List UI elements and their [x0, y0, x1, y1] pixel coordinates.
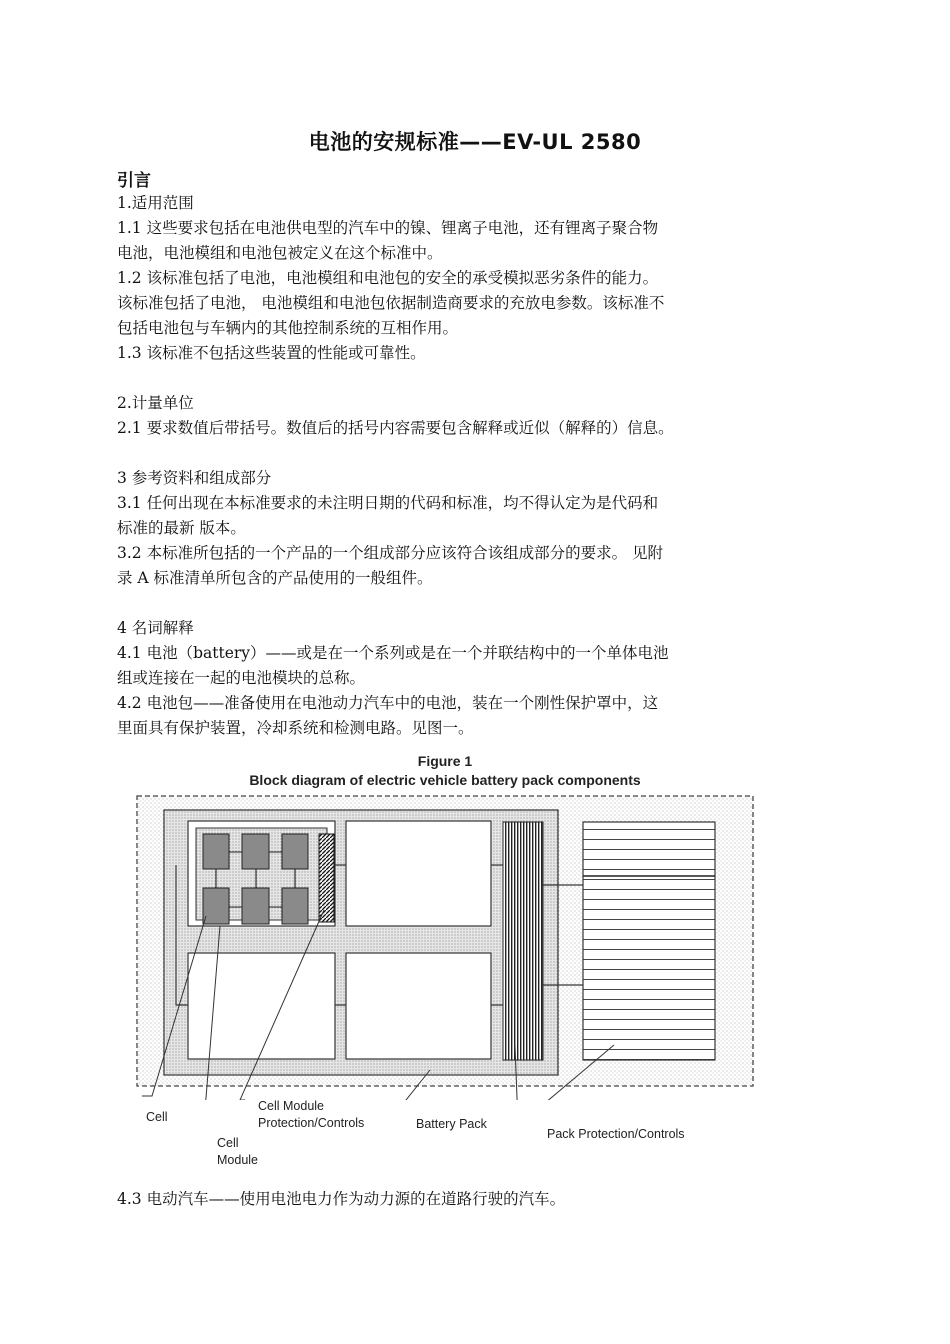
- text-line: 里面具有保护装置，冷却系统和检测电路。见图一。: [117, 719, 474, 737]
- paragraph-gap: [117, 441, 797, 466]
- label-cell-module-line2: Module: [217, 1153, 258, 1167]
- text-line-4-3: 4.3 电动汽车——使用电池电力作为动力源的在道路行驶的汽车。: [117, 1190, 566, 1208]
- label-cmpc-line1: Cell Module: [258, 1099, 325, 1113]
- cell: [282, 834, 308, 869]
- text-line: 3.1 任何出现在本标准要求的未注明日期的代码和标准，均不得认定为是代码和: [117, 494, 659, 512]
- text-line: 4.1 电池（battery）——或是在一个系列或是在一个并联结构中的一个单体电池: [117, 644, 669, 662]
- body-text: [117, 191, 797, 741]
- text-line: 包括电池包与车辆内的其他控制系统的互相作用。: [117, 319, 459, 337]
- text-line: 1.1 这些要求包括在电池供电型的汽车中的镍、锂离子电池，还有锂离子聚合物: [117, 219, 659, 237]
- cell: [242, 888, 269, 924]
- label-cell-module-line1: Cell: [217, 1136, 239, 1150]
- figure-number: Figure 1: [417, 753, 473, 769]
- battery-pack-diagram: [130, 790, 760, 1100]
- label-cell-module-protection: [258, 1098, 364, 1132]
- label-cell: Cell: [146, 1110, 168, 1124]
- cell: [203, 834, 229, 869]
- intro-heading: 引言: [117, 171, 151, 191]
- pack-controls-block: [503, 822, 543, 1060]
- label-cell-module: [217, 1135, 258, 1169]
- cell: [203, 888, 229, 924]
- cell: [282, 888, 308, 924]
- text-line: 组或连接在一起的电池模块的总称。: [117, 669, 366, 687]
- pack-controls-external: [583, 822, 715, 1060]
- text-line: 2.计量单位: [117, 394, 194, 412]
- text-line: 1.适用范围: [117, 194, 194, 212]
- cell-module-controls: [319, 834, 334, 922]
- text-line: 4 名词解释: [117, 619, 194, 637]
- paragraph-gap: [117, 591, 797, 616]
- text-line: 1.2 该标准包括了电池，电池模组和电池包的安全的承受模拟恶劣条件的能力。: [117, 269, 659, 287]
- label-cmpc-line2: Protection/Controls: [258, 1116, 365, 1130]
- cell: [242, 834, 269, 869]
- figure-caption: Block diagram of electric vehicle battery pack components: [249, 772, 641, 788]
- text-line: 3.2 本标准所包括的一个产品的一个组成部分应该符合该组成部分的要求。 见附: [117, 544, 664, 562]
- document-title: 电池的安规标准——EV-UL 2580: [308, 130, 642, 154]
- cell-module-box: [346, 953, 491, 1059]
- text-line: 3 参考资料和组成部分: [117, 469, 272, 487]
- text-line: 标准的最新 版本。: [117, 519, 246, 537]
- paragraph-gap: [117, 366, 797, 391]
- text-line: 2.1 要求数值后带括号。数值后的括号内容需要包含解释或近似（解释的）信息。: [117, 419, 674, 437]
- text-line: 录 A 标准清单所包含的产品使用的一般组件。: [117, 569, 433, 587]
- cell-module-box: [346, 821, 491, 926]
- text-line: 电池，电池模组和电池包被定义在这个标准中。: [117, 244, 443, 262]
- text-line: 1.3 该标准不包括这些装置的性能或可靠性。: [117, 344, 426, 362]
- text-line: 该标准包括了电池， 电池模组和电池包依据制造商要求的充放电参数。该标准不: [117, 294, 665, 312]
- text-line: 4.2 电池包——准备使用在电池动力汽车中的电池，装在一个刚性保护罩中，这: [117, 694, 659, 712]
- label-battery-pack: Battery Pack: [416, 1117, 487, 1131]
- label-pack-protection: Pack Protection/Controls: [547, 1127, 685, 1141]
